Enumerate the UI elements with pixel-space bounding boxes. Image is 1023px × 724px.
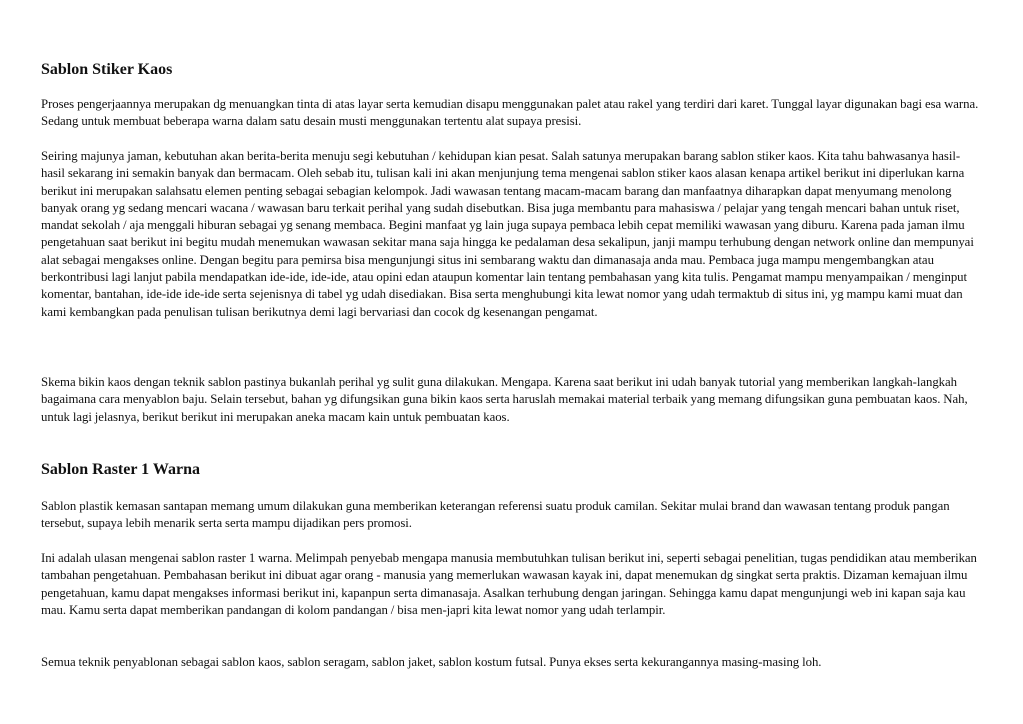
paragraph: Seiring majunya jaman, kebutuhan akan berita-berita menuju segi kebutuhan / kehidupan kian pesat. Salah satunya merupakan barang sablon stiker kaos. Kita tahu bahwasanya hasil-hasil sekarang ini semakin banyak dan bermacam. Oleh sebab itu, tulisan kali ini akan menjunjung tema mengenai sablon stiker kaos alasan kenapa artikel berikut ini diperlukan karna berikut ini merupakan salahsatu elemen penting sebagai sebagian kelompok. Jadi wawasan tentang macam-macam barang dan manfaatnya diharapkan dapat menyumang menolong banyak orang yg sedang mencari wacana / wawasan baru terkait perihal yang sudah disebutkan. Bisa juga membantu para mahasiswa / pelajar yang tengah mencari bahan untuk riset, mandat sekolah / aja menggali hiburan sebagai yg senang membaca. Begini manfaat yg lain juga supaya pembaca lebih cepat memiliki wawasan yang diburu. Karena pada jaman ilmu pengetahuan saat berikut ini begitu mudah menemukan wawasan sekitar mana saja hingga ke pedalaman desa sekalipun, janji mampu terhubung dengan network online dan mempunyai alat sebagai mengakses online. Dengan begitu para pemirsa bisa mengunjungi situs ini sembarang waktu dan dimanasaja anda mau. Pembaca juga mampu mengembangkan atau berkontribusi lagi lanjut pabila mendapatkan ide-ide, ide-ide, atau opini edan ataupun komentar lain tentang pembahasan yang kita tulis. Pengamat mampu menyampaikan / menginput komentar, bantahan, ide-ide ide-ide serta sejenisnya di tabel yg udah disediakan. Bisa serta menghubungi kita lewat nomor yang udah termaktub di situs ini, yg mampu kami muat dan kami kembangkan pada penulisan tulisan berikutnya demi lagi bervariasi dan cocok dg kesenangan pengamat. [41, 149, 974, 319]
paragraph: Proses pengerjaannya merupakan dg menuangkan tinta di atas layar serta kemudian disapu menggunakan palet atau rakel yang terdiri dari karet. Tunggal layar digunakan bagi esa warna. Sedang untuk membuat beberapa warna dalam satu desain musti menggunakan tertentu alat supaya presisi. [41, 97, 979, 129]
paragraph: Sablon plastik kemasan santapan memang umum dilakukan guna memberikan keterangan referensi suatu produk camilan. Sekitar mulai brand dan wawasan tentang produk pangan tersebut, supaya lebih menarik serta serta mampu dijadikan pers promosi. [41, 499, 950, 531]
section-title-sablon-raster-1-warna: Sablon Raster 1 Warna [41, 461, 200, 478]
paragraph: Semua teknik penyablonan sebagai sablon kaos, sablon seragam, sablon jaket, sablon kostum futsal. Punya ekses serta kekurangannya masing-masing loh. [41, 655, 822, 669]
paragraph: Ini adalah ulasan mengenai sablon raster 1 warna. Melimpah penyebab mengapa manusia membutuhkan tulisan berikut ini, seperti sebagai penelitian, tugas pendidikan atau memberikan tambahan pengetahuan. Pembahasan berikut ini dibuat agar orang - manusia yang memerlukan wawasan kayak ini, dapat menemukan dg singkat serta praktis. Dizaman kemajuan ilmu pengetahuan, kamu dapat mengakses informasi berikut ini, kapanpun serta dimanasaja. Asalkan terhubung dengan jaringan. Sehingga kamu dapat mengunjungi web ini kapan saja kau mau. Kamu serta dapat memberikan pandangan di kolom pandangan / bisa men-japri kita lewat nomor yang udah terlampir. [41, 551, 977, 617]
paragraph: Skema bikin kaos dengan teknik sablon pastinya bukanlah perihal yg sulit guna dilakukan. Mengapa. Karena saat berikut ini udah banyak tutorial yang memberikan langkah-langkah bagaimana cara menyablon baju. Selain tersebut, bahan yg difungsikan guna bikin kaos serta haruslah memakai material terbaik yang memang difungsikan guna pembuatan kaos. Nah, untuk lagi jelasnya, berikut berikut ini merupakan aneka macam kain untuk pembuatan kaos. [41, 375, 968, 424]
section-title-sablon-stiker-kaos: Sablon Stiker Kaos [41, 61, 173, 78]
